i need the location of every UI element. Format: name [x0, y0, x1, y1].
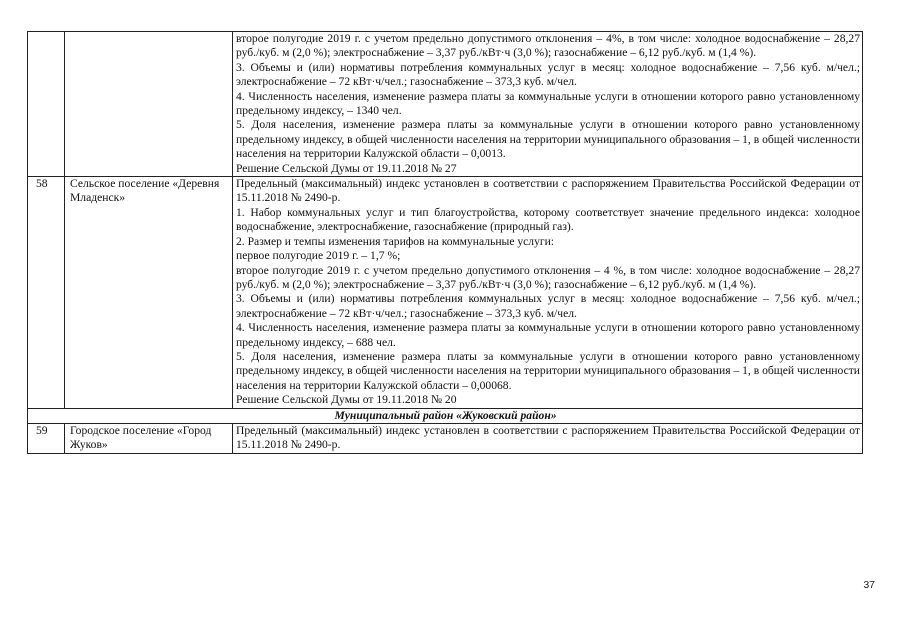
description-paragraph: Предельный (максимальный) индекс установлен в соответствии с распоряжением Правительства Российской Федерации от 15.11.2018 № 2490-р.: [236, 423, 860, 452]
description-paragraph: второе полугодие 2019 г. с учетом предельно допустимого отклонения – 4 %, в том числе: холодное водоснабжение – 28,27 руб./куб. м (2,0 %); электроснабжение – 3,37 руб./кВт·ч (3,0 %); газоснабжение – 6,12 руб./куб. м (1,4 %).: [236, 263, 860, 291]
settlement-name: Сельское поселение «Деревня Младенск»: [65, 177, 233, 409]
table-row: [28, 32, 863, 177]
settlement-name: [65, 32, 233, 177]
section-title: Муниципальный район «Жуковский район»: [28, 408, 863, 423]
utility-index-table: [27, 31, 863, 454]
row-number: 59: [28, 423, 65, 453]
description-paragraph: 5. Доля населения, изменение размера платы за коммунальные услуги в отношении которого равно установленному предельному индексу, в общей численности населения на территории муниципального образования – 1, в общей численности населения на территории Калужской области – 0,0013.: [236, 118, 860, 161]
row-number: 58: [28, 177, 65, 409]
decision-reference: Решение Сельской Думы от 19.11.2018 № 27: [236, 161, 457, 175]
description-paragraph: Предельный (максимальный) индекс установлен в соответствии с распоряжением Правительства Российской Федерации от 15.11.2018 № 2490-р.: [236, 177, 860, 205]
description-paragraph: 4. Численность населения, изменение размера платы за коммунальные услуги в отношении которого равно установленному предельному индексу, – 1340 чел.: [236, 89, 860, 118]
table-row: [28, 423, 863, 453]
description-paragraph: 3. Объемы и (или) нормативы потребления коммунальных услуг в месяц: холодное водоснабжение – 7,56 куб. м/чел.; электроснабжение – 72 кВт·ч/чел.; газоснабжение – 373,3 куб. м/чел.: [236, 292, 860, 320]
table-row: [28, 177, 863, 409]
description-paragraph: первое полугодие 2019 г. – 1,7 %;: [236, 249, 401, 263]
description-paragraph: 5. Доля населения, изменение размера платы за коммунальные услуги в отношении которого равно установленному предельному индексу, в общей численности населения на территории муниципального образования – 1, в общей численности населения на территории Калужской области – 0,00068.: [236, 349, 860, 392]
description-cell: [233, 423, 863, 453]
settlement-name: Городское поселение «Город Жуков»: [65, 423, 233, 453]
description-paragraph: 2. Размер и темпы изменения тарифов на коммунальные услуги:: [236, 234, 555, 248]
description-paragraph: второе полугодие 2019 г. с учетом предельно допустимого отклонения – 4%, в том числе: холодное водоснабжение – 28,27 руб./куб. м (2,0 %); электроснабжение – 3,37 руб./кВт·ч (3,0 %); газоснабжение – 6,12 руб./куб. м (1,4 %).: [236, 32, 860, 60]
row-number: [28, 32, 65, 177]
description-paragraph: 4. Численность населения, изменение размера платы за коммунальные услуги в отношении которого равно установленному предельному индексу, – 688 чел.: [236, 321, 860, 349]
page-number: 37: [863, 579, 875, 591]
description-cell: [233, 32, 863, 177]
section-header-row: [28, 408, 863, 423]
description-paragraph: 1. Набор коммунальных услуг и тип благоустройства, которому соответствует значение предельного индекса: холодное водоснабжение, электроснабжение, газоснабжение (природный газ).: [236, 205, 860, 234]
description-paragraph: 3. Объемы и (или) нормативы потребления коммунальных услуг в месяц: холодное водоснабжение – 7,56 куб. м/чел.; электроснабжение – 72 кВт·ч/чел.; газоснабжение – 373,3 куб. м/чел.: [236, 60, 860, 89]
description-cell: [233, 177, 863, 409]
decision-reference: Решение Сельской Думы от 19.11.2018 № 20: [236, 393, 457, 407]
